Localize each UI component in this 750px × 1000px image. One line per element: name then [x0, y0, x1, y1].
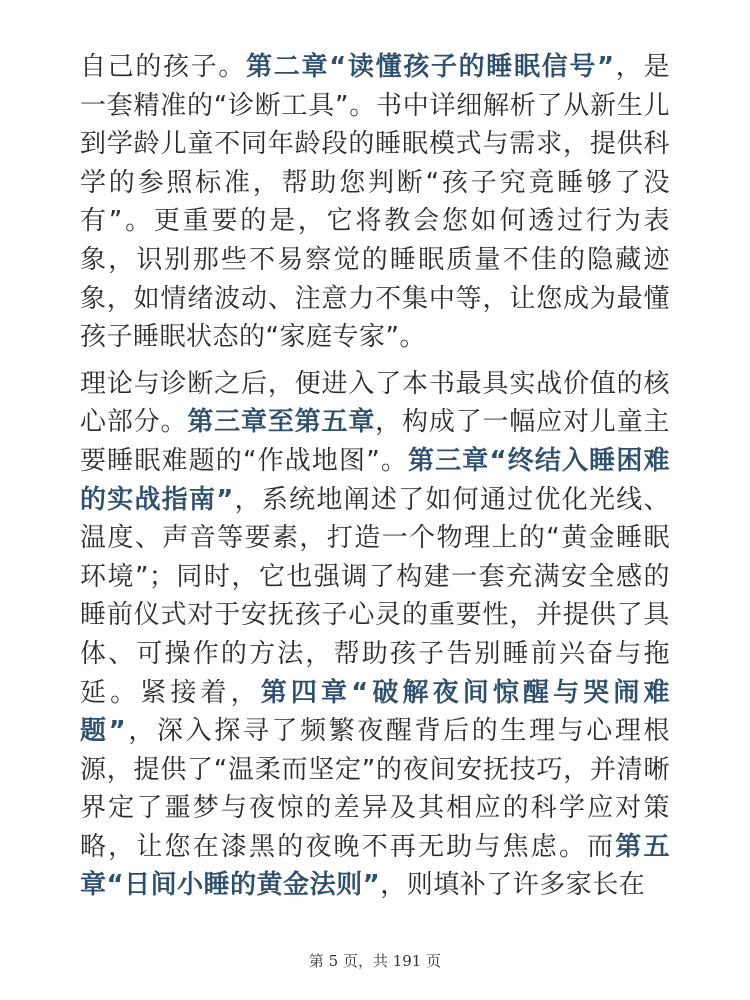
text-segment: 自己的孩子。	[80, 52, 247, 82]
paragraph-chapters-three-to-five	[80, 365, 670, 905]
text-segment: 理论与诊断之后，便进入了本书最具实战价值的核心部分。	[80, 368, 670, 438]
chapter-three-title: 第三章“终结入睡困难的实战指南”	[80, 445, 670, 515]
chapter-four-title: 第四章“破解夜间惊醒与哭闹难题”	[80, 677, 670, 747]
chapter-two-title: 第二章“读懂孩子的睡眠信号”	[246, 52, 615, 82]
paragraph-chapter-two	[80, 48, 670, 357]
chapter-five-title: 第五章“日间小睡的黄金法则”	[80, 831, 670, 901]
text-segment: ，系统地阐述了如何通过优化光线、温度、声音等要素，打造一个物理上的“黄金睡眠环境”；同时，它也强调了构建一套充满安全感的睡前仪式对于安抚孩子心灵的重要性，并提供了具体、可操作的方法，帮助孩子告别睡前兴奋与拖延。紧接着，	[80, 484, 670, 708]
chapters-three-to-five-label: 第三章至第五章	[187, 407, 376, 438]
document-body	[80, 48, 670, 905]
text-segment: ，则填补了许多家长在	[380, 870, 646, 901]
text-segment: ，是一套精准的“诊断工具”。书中详细解析了从新生儿到学龄儿童不同年龄段的睡眠模式与需求，提供科学的参照标准，帮助您判断“孩子究竟睡够了没有”。更重要的是，它将教会您如何透过行为表象，识别那些不易察觉的睡眠质量不佳的隐藏迹象，如情绪波动、注意力不集中等，让您成为最懂孩子睡眠状态的“家庭专家”。	[80, 52, 670, 353]
text-segment: ，构成了一幅应对儿童主要睡眠难题的“作战地图”。	[80, 407, 670, 476]
page-footer: 第 5 页，共 191 页	[308, 952, 442, 970]
text-segment: ，深入探寻了频繁夜醒背后的生理与心理根源，提供了“温柔而坚定”的夜间安抚技巧，并清晰界定了噩梦与夜惊的差异及其相应的科学应对策略，让您在漆黑的夜晚不再无助与焦虑。而	[80, 716, 670, 862]
